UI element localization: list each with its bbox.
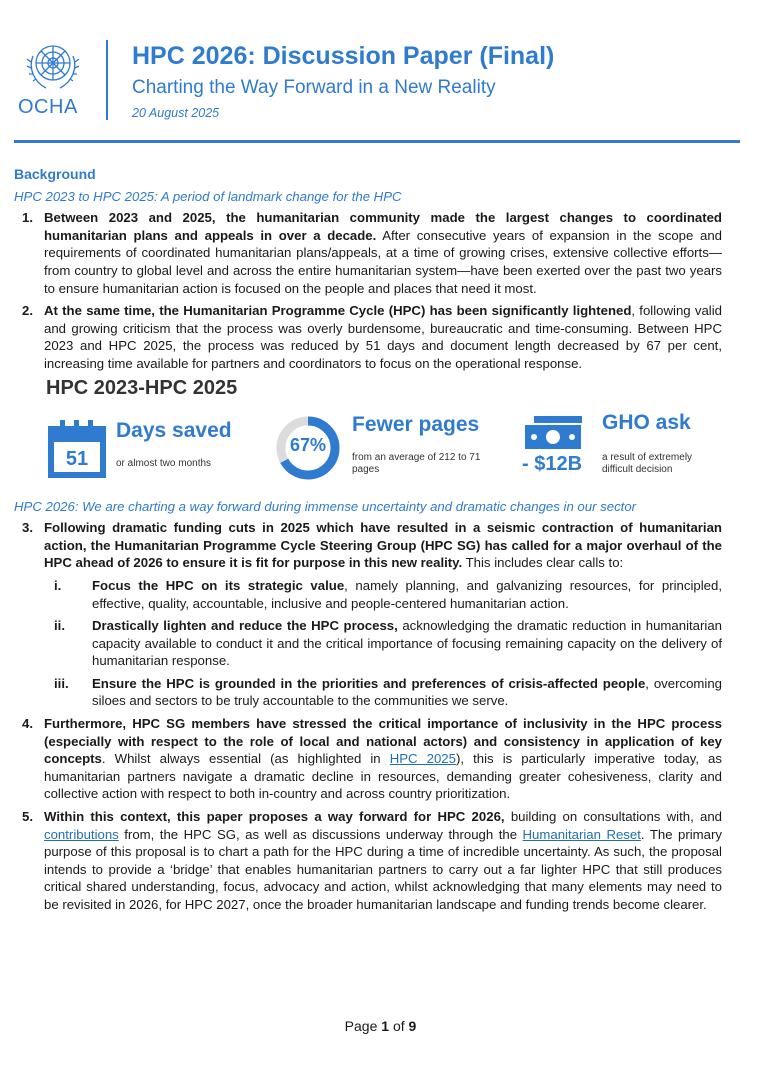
paragraph-text: After consecutive years of expansion in the scope and requirements of coordinated humanitarian plans/appeals, at a time of growing crises, extensive collective efforts—from country to global level and across the entire humanitarian system—have been exerted over the past two years to ensure humanitarian action is focused on the people and places that need it most. <box>44 227 722 296</box>
infographic-title: HPC 2023-HPC 2025 <box>46 376 238 399</box>
document-body <box>14 166 722 919</box>
paragraph-text: building on consultations with, and <box>504 809 723 825</box>
page-footer <box>0 1018 761 1034</box>
ocha-logo <box>14 36 94 120</box>
sub-item-text: , namely planning, and galvanizing resources, for principled, effective, quality, accountable, inclusive and people-centered humanitarian action. <box>92 577 722 611</box>
page-label: Page <box>344 1018 382 1034</box>
paragraph-lead: At the same time, the Humanitarian Programme Cycle (HPC) has been significantly lightened <box>44 303 632 319</box>
contributions-link[interactable]: contributions <box>44 826 119 842</box>
stat-days-value: 51 <box>65 447 89 470</box>
sub-item-number: i. <box>54 577 62 593</box>
paragraph-text: ), this is particularly imperative today, as humanitarian partners navigate a dramatic decline in resources, demanding greater cohesiveness, clarity and collective action with respect to both in-country and across country prioritization. <box>44 751 722 802</box>
paragraph-text: from, the HPC SG, as well as discussions underway through the <box>118 826 523 842</box>
sub-item-text: acknowledging the dramatic reduction in humanitarian capacity available to conduct it and the critical importance of focusing remaining capacity on the delivery of humanitarian response. <box>92 618 722 669</box>
stat-gho-heading: GHO ask <box>602 410 691 434</box>
paragraph-lead: Following dramatic funding cuts in 2025 which have resulted in a seismic contraction of humanitarian action, the Humanitarian Programme Cycle Steering Group (HPC SG) has called for a major overhaul of the HPC ahead of 2026 to ensure it is fit for purpose in this new reality. <box>44 520 722 571</box>
stat-fewer-pages <box>274 412 494 488</box>
stat-pages-description: from an average of 212 to 71 pages <box>352 451 481 476</box>
stat-gho-value: - $12B <box>522 452 583 475</box>
sub-item-lead: Ensure the HPC is grounded in the priorities and preferences of crisis-affected people <box>92 675 646 691</box>
sub-item-lead: Drastically lighten and reduce the HPC process, <box>92 618 398 634</box>
current-page-number: 1 <box>381 1018 390 1034</box>
paragraph-4 <box>14 715 722 803</box>
subheading-way-forward: HPC 2026: We are charting a way forward during immense uncertainty and dramatic changes in our sector <box>14 498 637 514</box>
paragraph-lead: Within this context, this paper proposes a way forward for HPC 2026, <box>44 809 505 825</box>
humanitarian-reset-link[interactable]: Humanitarian Reset <box>522 826 641 842</box>
hpc-2025-link[interactable]: HPC 2025 <box>389 751 456 767</box>
stat-pages-value: 67% <box>289 434 327 455</box>
stat-days-description: or almost two months <box>116 457 212 469</box>
section-title: Background <box>14 166 96 182</box>
paragraph-lead: Between 2023 and 2025, the humanitarian community made the largest changes to coordinated humanitarian plans and appeals in over a decade. <box>44 210 722 243</box>
hpc-stats-infographic <box>14 378 722 494</box>
ocha-wordmark: OCHA <box>18 96 78 118</box>
paragraph-number: 4. <box>22 716 33 732</box>
paragraph-3 <box>14 519 722 572</box>
stat-days-heading: Days saved <box>116 418 232 442</box>
un-emblem-icon <box>24 36 82 94</box>
paragraph-number: 5. <box>22 809 33 825</box>
paragraph-text: This includes clear calls to: <box>462 555 624 571</box>
stat-gho-ask <box>522 410 722 488</box>
sub-item-ii <box>14 617 722 670</box>
document-subtitle: Charting the Way Forward in a New Reality <box>132 77 496 98</box>
paragraph-5 <box>14 808 722 914</box>
stat-pages-heading: Fewer pages <box>352 412 480 436</box>
document-title: HPC 2026: Discussion Paper (Final) <box>132 42 555 70</box>
paragraph-number: 3. <box>22 520 33 536</box>
sub-item-lead: Focus the HPC on its strategic value <box>92 577 345 593</box>
stat-days-saved <box>46 418 246 488</box>
paragraph-number: 2. <box>22 303 33 319</box>
paragraph-text: . Whilst always essential (as highlighted in <box>101 751 390 767</box>
subheading-landmark-change: HPC 2023 to HPC 2025: A period of landmark change for the HPC <box>14 188 402 204</box>
sub-item-number: ii. <box>54 618 65 634</box>
page-of-label: of <box>389 1018 409 1034</box>
stat-gho-description: a result of extremely difficult decision <box>602 451 693 476</box>
paragraph-2 <box>14 302 722 372</box>
banknote-icon <box>522 416 586 452</box>
sub-item-text: , overcoming siloes and sectors to be truly accountable to the communities we serve. <box>92 675 722 709</box>
paragraph-lead: Furthermore, HPC SG members have stressed the critical importance of inclusivity in the HPC process (especially with respect to the role of local and national actors) and consistency in application of key concepts <box>44 716 722 767</box>
total-pages-number: 9 <box>408 1018 417 1034</box>
paragraph-text: . The primary purpose of this proposal is to chart a path for the HPC during a time of incredible uncertainty. As such, the proposal intends to provide a ‘bridge’ that enables humanitarian partners to carry out a far lighter HPC that still produces critical shared understanding, focus, advocacy and action, whilst acknowledging that many elements may need to be revisited in 2026, for HPC 2027, once the broader humanitarian landscape and funding trends become clearer. <box>44 826 722 912</box>
document-date: 20 August 2025 <box>132 106 220 120</box>
header-divider <box>106 40 108 120</box>
paragraph-text: , following valid and growing criticism that the process was overly burdensome, bureaucratic and time-consuming. Between HPC 2023 and HPC 2025, the process was reduced by 51 days and document length decreased by 67 per cent, increasing time available for partners and coordinators to focus on the operational response. <box>44 303 722 371</box>
paragraph-number: 1. <box>22 210 33 226</box>
sub-item-i <box>14 577 722 612</box>
sub-item-iii <box>14 675 722 710</box>
header-rule <box>14 140 740 143</box>
paragraph-1 <box>14 209 722 297</box>
document-header <box>14 36 734 126</box>
sub-item-number: iii. <box>54 675 69 691</box>
